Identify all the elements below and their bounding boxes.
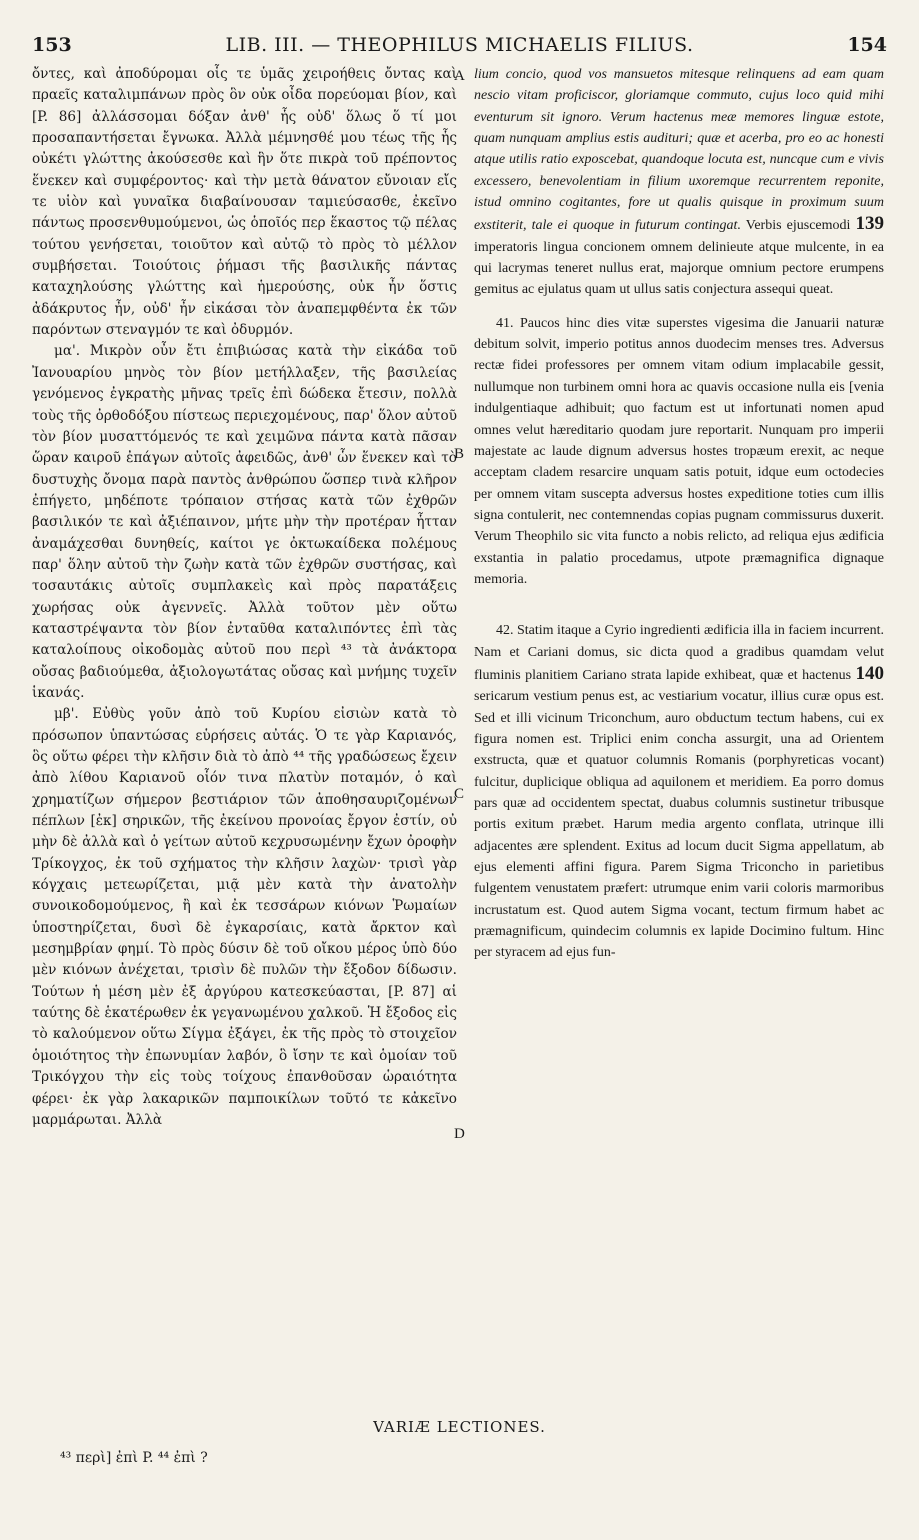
- running-title: LIB. III. — THEOPHILUS MICHAELIS FILIUS.: [225, 34, 694, 56]
- greek-paragraph-41: μα'. Μικρὸν οὖν ἔτι ἐπιβιώσας κατὰ τὴν εἰκάδα τοῦ Ἰανουαρίου μηνὸς τὸν βίον μετήλλαξεν, τῆς βασιλείας γενόμενος ἐγκρατὴς μῆνας τρεῖς ἐπὶ δώδεκα ἔτεσιν, πολλὰ τοὺς τῆς ὀρθοδόξου πίστεως περιεχομένους, παρ' ὅλον αὐτοῦ τὸν βίον μυσαττόμενός τε καὶ χειμῶνα πάντα κατὰ πᾶσαν ὥραν καιροῦ ἐπάγων αὐτοῖς ἀφειδῶς, ἀνθ' ὧν ἕνεκεν καὶ τὸ δυστυχὴς ὄνομα παρὰ παντὸς ἀνθρώπου ὥσπερ τινὰ κλῆρον ἐπήγετο, μηδέποτε τρόπαιον στήσας κατὰ τῶν ἐχθρῶν βασιλικόν τε καὶ ἀξιέπαινον, μήτε μὴν τὴν προτέραν ἧτταν ἀναμάχεσθαι δυνηθείς, καίτοι γε ὀκτωκαίδεκα πολέμους παρ' ὅλην αὐτοῦ τὴν ζωὴν κατὰ τῶν ἐχθρῶν συστήσας, καὶ τοσαυτάκις αὐτοῖς συμπλακεὶς καὶ πρὸς παρατάξεις χωρήσας οὐκ ἀγεννεῖς. Ἀλλὰ τοῦτον μὲν οὕτω καταστρέψαντα τὸν βίον ἐνταῦθα καταλιπόντες ἐπὶ τὰς καταλοίπους οἰκοδομὰς αὐτοῦ που περὶ ⁴³ τὰ ἀνάκτορα οὔσας βαδιούμεθα, ἀξιολογωτάτας οὔσας καὶ μνήμης τυχεῖν ἱκανάς.: [32, 343, 457, 701]
- section-marker-a: A: [454, 68, 465, 84]
- greek-column: [32, 64, 457, 1131]
- variae-lectiones-heading: VARIÆ LECTIONES.: [373, 1418, 546, 1436]
- latin-paragraph-41: 41. Paucos hinc dies vitæ superstes vigesima die Januarii naturæ debitum solvit, imperio potitus annos duodecim menses tres. Adversus rectæ fidei professores per omnem vitam odium implacabile gessit, nullumque non turbinem omni hora ac quavis occasione nulla eis [venia indulgentiaque adhibuit; quo factum est ut infortunati nomen apud omnes velut hæreditario quodam jure reportarit. Nunquam pro imperii majestate ac laude dignum adversus hostes tropæum erexit, ac neque acceptam cladem resarcire unquam satis potuit, idque eum octodecies per omnem vitam suscepta adversus hostes expeditione toties cum illis signa contulerit, nec contemnendas copias pugnam commissurus duxerit. Verum Theophilo sic vita functo a nobis relicto, ad reliqua ejus ædificia exstantia in palatio procedamus, utpote præmagnifica dignaque memoria.: [474, 315, 884, 587]
- section-marker-c: C: [454, 786, 465, 802]
- right-page-number: 154: [847, 34, 887, 56]
- latin-text-a: Verbis ejuscemodi: [740, 218, 856, 234]
- greek-paragraph-1: ὄντες, καὶ ἀποδύρομαι οἷς τε ὑμᾶς χειροήθεις ὄντας καὶ πραεῖς καταλιμπάνων πρὸς ὃν οὐκ οἶδα πορεύομαι βίον, καὶ [P. 86] ἀλλάσσομαι δόξαν ἀνθ' ἧς οὐδ' ὅλως ὅ τί μοι προσαπαντήσεται ἔγνωκα. Ἀλλὰ μέμνησθέ μου τέως τῆς ἧς οὐκέτι γλώττης ἀκούσεσθε καὶ ἣν ὅτε πικρὰ τοῦ πρέποντος ἕνεκεν καὶ συμφέροντος· καὶ τὴν μετὰ θάνατον εὔνοιαν εἴς τε υἱὸν καὶ γυναῖκα διαβαίνουσαν ταμιεύσασθε, ἐκεῖνο πάντως προσενθυμούμενοι, ὡς ὁποῖός περ ἕκαστος τῷ πέλας τούτου γενήσεται, τοιοῦτον καὶ αὐτῷ τὸ πρὸς τὸ μέλλον συμβήσεται. Τοιούτοις ῥήμασι τῆς βασιλικῆς πάντας καταχηλούσης γλώττης καὶ ἡμερούσης, οὐκ ἦν ὅστις ἀδάκρυτος ἦν, οὐδ' ἦν εἰκάσαι τὸν ἀναπεμφθέντα ἐκ τῶν παρόντων στεναγμόν τε καὶ ὀδυρμόν.: [32, 66, 457, 339]
- latin-paragraph-1: [474, 64, 884, 301]
- column-number-139: 139: [855, 213, 884, 235]
- section-marker-b: B: [454, 446, 465, 462]
- latin-text-42b: sericarum vestium penus est, ac vestiarium vocatur, illius curæ opus est. Sed et illi vicinum Triconchum, auro obductum tectum habens, cui ex figura nomen est. Triplici enim concha assurgit, una ad Orientem exstructa, quæ et quatuor columnis Romanis (porphyreticas vocant) fulcitur, duplicique obliqua ad aquilonem et meridiem. Ea porro domus pars quæ ad occidentem spectat, duabus columnis sustinetur tribusque portis exitum præbet. Harum media argento conflata, utrinque illi adjacentes ære splendent. Exitus ad locum ducit Sigma appellatum, ab ejus elementi affini figura. Parem Sigma Triconcho in parietibus fulgentem venustatem præfert: utrumque enim varii coloris marmoribus incrustatum est. Quod autem Sigma vocant, tectum firmum habet ac præmagnificum, quindecim columnis ex lapide Docimino fultum. Hinc per styracem ad ejus fun-: [474, 689, 884, 961]
- page-header: [32, 34, 887, 62]
- greek-paragraph-42: μβ'. Εὐθὺς γοῦν ἀπὸ τοῦ Κυρίου εἰσιὼν κατὰ τὸ πρόσωπον ὑπαντώσας εὑρήσεις αὐτάς. Ὁ τε γὰρ Καριανός, ὃς οὕτω φέρει τὴν κλῆσιν διὰ τὸ ἀπὸ ⁴⁴ τῆς γραδώσεως ἔχειν ἀπὸ λίθου Καριανοῦ οἷόν τινα πλατὺν ποταμόν, ὁ καὶ χρηματίζων σήμερον βεστιάριον τῶν ἀποθησαυριζομένων πέπλων [ἐκ] σηρικῶν, τῆς ἐκείνου προνοίας ἔργον ἐστίν, οὐ μὴν δὲ ἀλλὰ καὶ ὁ γείτων αὐτοῦ κεχρυσωμένην ἔχων ὀροφὴν Τρίκογχος, ἐκ τοῦ σχήματος τὴν κλῆσιν λαχὼν· τρισὶ γὰρ κόγχαις μετεωρίζεται, μιᾷ μὲν κατὰ τὴν ἀνατολὴν συνοικοδομούμενος, ἢ καὶ ἐκ τεσσάρων κιόνων Ῥωμαίων ὑποστηρίζεται, δυσὶ δὲ ἐγκαρσίαις, κατὰ ἄρκτον καὶ μεσημβρίαν φημί. Τὸ πρὸς δύσιν δὲ τοῦ οἴκου μέρος ὑπὸ δύο μὲν κιόνων ἀνέχεται, τρισὶν δὲ πυλῶν τὴν ἔξοδον δίδωσιν. Τούτων ἡ μέση μὲν ἐξ ἀργύρου κατεσκεύασται, [P. 87] αἱ ταύτης δὲ ἑκατέρωθεν ἐκ γεγανωμένου χαλκοῦ. Ἡ ἔξοδος εἰς τὸ καλούμενον οὕτω Σίγμα ἐξάγει, ἐκ τῆς πρὸς τὸ στοιχεῖον ὁμοιότητος τὴν ἐπωνυμίαν λαβόν, ὃ ἴσην τε καὶ ὁμοίαν τοῦ Τρικόγχου τὴν εἰς τοὺς τοίχους ἐπανθοῦσαν ὡραιότητα φέρει· ἐκ γὰρ λακαρικῶν παμποικίλων τοῦτό τε κἀκεῖνο μαρμάρωται. Ἀλλὰ: [32, 706, 457, 1128]
- latin-column: [474, 64, 884, 964]
- latin-text-42a: 42. Statim itaque a Cyrio ingredienti ædificia illa in faciem incurrent. Nam et Cariani domus, sic dicta quod a gradibus quamdam velut fluminis planitiem Cariano strata lapide exhibeat, quæ et hactenus: [474, 623, 885, 683]
- column-number-140: 140: [855, 662, 884, 684]
- latin-text-b: imperatoris lingua concionem omnem delinieute atque mulcente, in ea qui lacrymas teneret nullus erat, majorque omnium pectore erumpens gemitus ac ejulatus quam ut ullus satis conjectura assequi queat.: [474, 239, 884, 298]
- latin-speech-italic: lium concio, quod vos mansuetos mitesque relinquens ad eam quam nescio vitam proficiscor, gloriamque commuto, cujus loco quid mihi eventurum sit ignoro. Verum hactenus meæ memores linguæ estote, quam nunquam amplius estis audituri; quæ et acerba, pro eo ac honesti atque utilis ratio exposcebat, quandoque locuta est, nuncque cum e vivis excessero, benevolentiam in filium uxoremque recurrentem reponite, istud omnino cogitantes, fore ut qualis quisque in proximum suum exstiterit, tale ei quoque in futurum contingat.: [474, 67, 884, 234]
- left-page-number: 153: [32, 34, 72, 56]
- footnote: ⁴³ περὶ] ἐπὶ P. ⁴⁴ ἐπὶ ?: [60, 1450, 208, 1466]
- latin-paragraph-42: [474, 620, 884, 964]
- section-marker-d: D: [454, 1126, 465, 1142]
